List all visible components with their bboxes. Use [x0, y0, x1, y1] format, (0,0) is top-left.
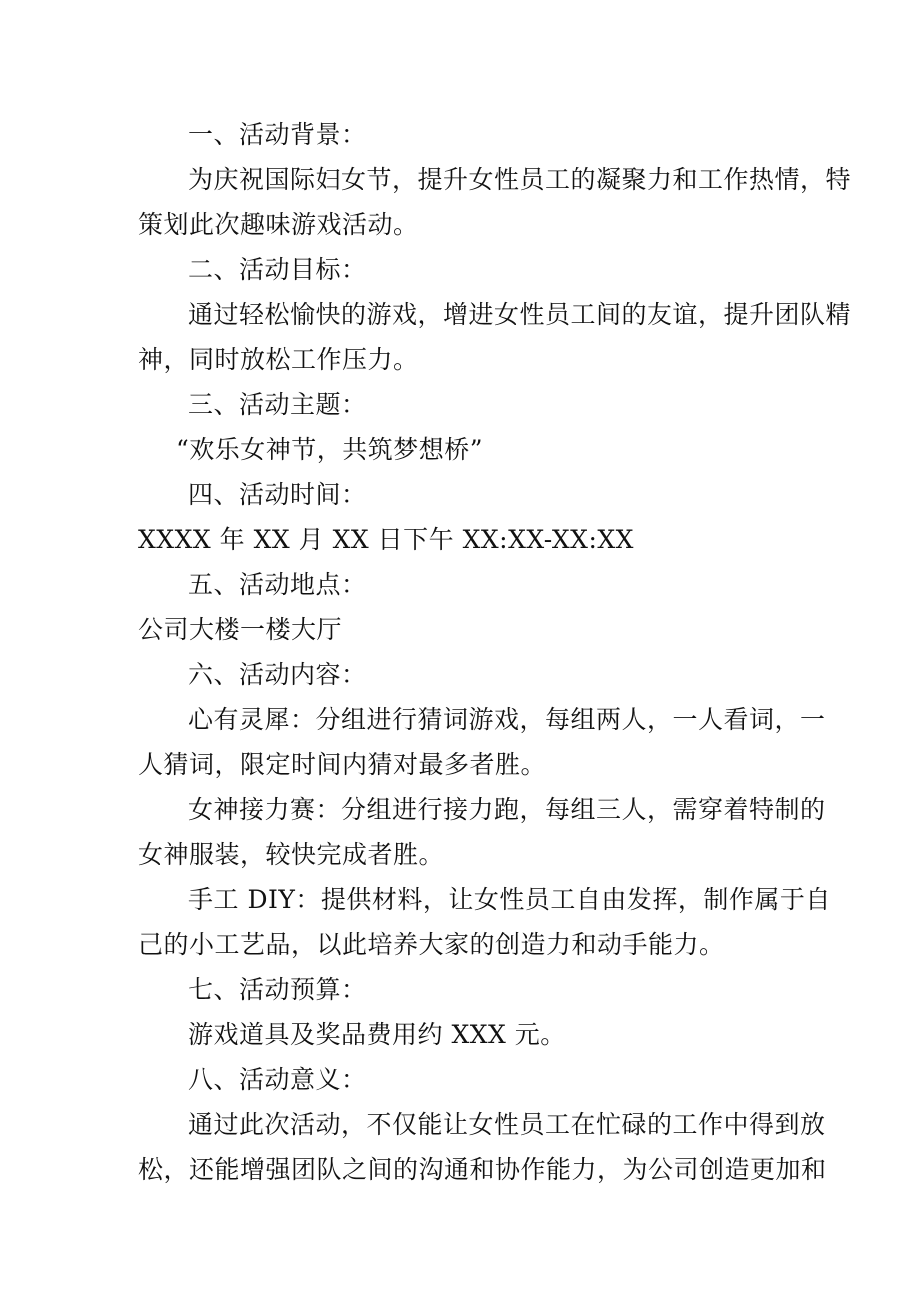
heading-time: 四、活动时间：: [188, 480, 367, 509]
heading-location: 五、活动地点：: [188, 570, 367, 599]
theme-text: “欢乐女神节，共筑梦想桥”: [176, 435, 484, 464]
location-text: 公司大楼一楼大厅: [138, 615, 343, 644]
significance-text-line1: 通过此次活动，不仅能让女性员工在忙碌的工作中得到放: [188, 1110, 826, 1139]
content-item2-line1: 女神接力赛：分组进行接力跑，每组三人，需穿着特制的: [188, 795, 826, 824]
heading-budget: 七、活动预算：: [188, 975, 367, 1004]
content-item1-line2: 人猜词，限定时间内猜对最多者胜。: [138, 750, 547, 779]
significance-text-line2: 松，还能增强团队之间的沟通和协作能力，为公司创造更加和: [138, 1155, 827, 1184]
background-text-line2: 策划此次趣味游戏活动。: [138, 210, 419, 239]
budget-text: 游戏道具及奖品费用约 XXX 元。: [188, 1020, 566, 1049]
heading-background: 一、活动背景：: [188, 120, 367, 149]
document-body: [138, 112, 852, 1192]
content-item3-line2: 己的小工艺品，以此培养大家的创造力和动手能力。: [138, 930, 725, 959]
time-text: XXXX 年 XX 月 XX 日下午 XX:XX-XX:XX: [138, 525, 634, 554]
background-text-line1: 为庆祝国际妇女节，提升女性员工的凝聚力和工作热情，特: [188, 165, 852, 194]
content-item3-line1: 手工 DIY：提供材料，让女性员工自由发挥，制作属于自: [188, 885, 831, 914]
heading-theme: 三、活动主题：: [188, 390, 367, 419]
heading-content: 六、活动内容：: [188, 660, 367, 689]
heading-significance: 八、活动意义：: [188, 1065, 367, 1094]
heading-goal: 二、活动目标：: [188, 255, 367, 284]
content-item2-line2: 女神服装，较快完成者胜。: [138, 840, 445, 869]
content-item1-line1: 心有灵犀：分组进行猜词游戏，每组两人，一人看词，一: [188, 705, 826, 734]
goal-text-line1: 通过轻松愉快的游戏，增进女性员工间的友谊，提升团队精: [188, 300, 852, 329]
goal-text-line2: 神，同时放松工作压力。: [138, 345, 419, 374]
